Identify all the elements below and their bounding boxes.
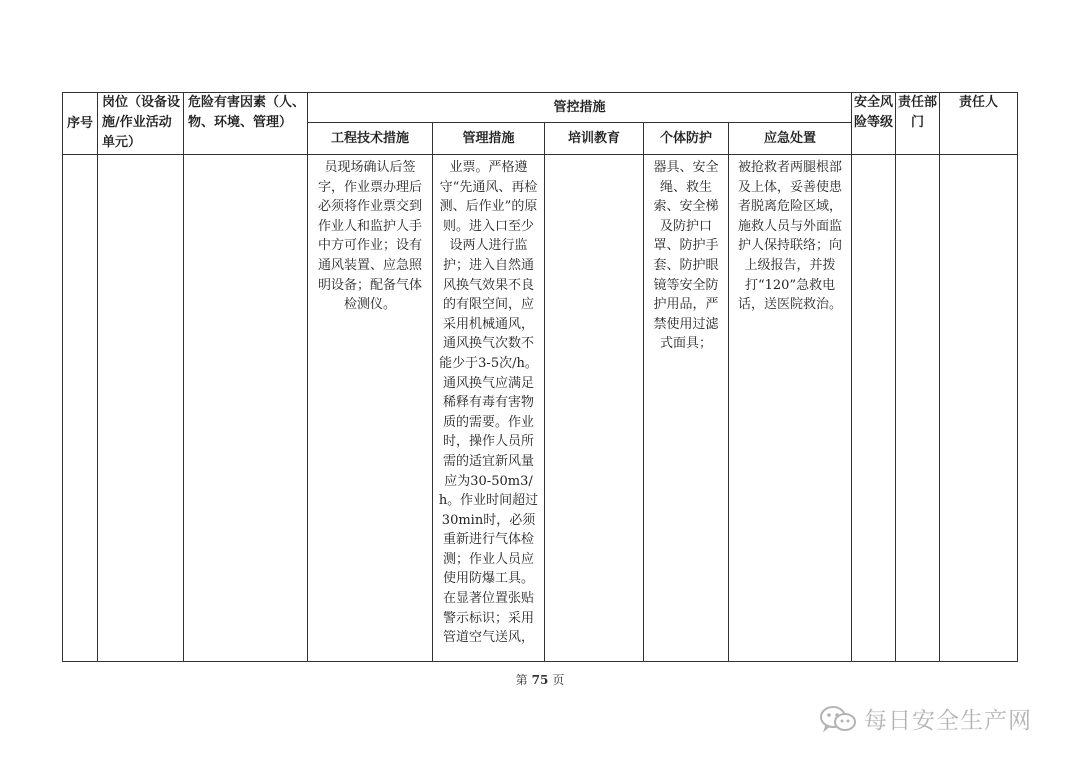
header-seq-label: 序号 <box>66 115 93 131</box>
cell-hazard <box>184 155 308 662</box>
cell-post-text <box>98 155 183 158</box>
header-eng-label: 工程技术措施 <box>330 130 409 146</box>
header-training <box>545 123 644 155</box>
header-ppe-label: 个体防护 <box>659 130 712 146</box>
cell-training-text <box>545 155 643 158</box>
page-footer <box>0 671 1080 688</box>
header-ppe <box>644 123 729 155</box>
header-hazard-label: 危险有害因素（人、物、环境、管理） <box>188 95 306 130</box>
header-seq <box>63 93 98 155</box>
header-mgmt-label: 管理措施 <box>462 130 515 146</box>
header-mgmt <box>433 123 545 155</box>
cell-risk-level <box>852 155 896 662</box>
risk-control-table <box>62 92 1018 662</box>
cell-dept-text <box>896 155 939 158</box>
cell-post <box>98 155 184 662</box>
header-eng <box>308 123 433 155</box>
header-post-label: 岗位（设备设施/作业活动单元） <box>102 95 181 150</box>
cell-eng <box>308 155 433 662</box>
cell-ppe <box>644 155 729 662</box>
header-risk-level <box>852 93 896 155</box>
header-training-label: 培训教育 <box>567 130 620 146</box>
cell-person-text <box>940 155 1017 158</box>
cell-seq <box>63 155 98 662</box>
page-prefix: 第 <box>515 673 528 687</box>
cell-risk-level-text <box>852 155 895 158</box>
watermark <box>818 702 1032 735</box>
header-post <box>98 93 184 155</box>
header-dept-label: 责任部门 <box>898 95 938 130</box>
page-suffix: 页 <box>552 673 565 687</box>
watermark-text: 每日安全生产网 <box>864 708 1032 734</box>
cell-hazard-text <box>184 155 307 158</box>
header-person-label: 责任人 <box>959 95 999 110</box>
cell-mgmt <box>433 155 545 662</box>
risk-control-sheet <box>62 92 1017 662</box>
header-controls-label: 管控措施 <box>553 99 606 115</box>
cell-emergency-text: 被抢救者两腿根部及上体，妥善使患者脱离危险区域，施救人员与外面监护人保持联络；向上级报告，并拨打“120”急救电话，送医院救治。 <box>738 160 843 313</box>
wechat-icon <box>818 704 858 734</box>
header-hazard <box>184 93 308 155</box>
cell-eng-text: 员现场确认后签字，作业票办理后必须将作业票交到作业人和监护人手中方可作业；设有通风装置、应急照明设备；配备气体检测仪。 <box>317 160 422 313</box>
cell-mgmt-text: 业票。严格遵守“先通风、再检测、后作业”的原则。进入口至少设两人进行监护；进入自然通风换气效果不良的有限空间，应采用机械通风，通风换气次数不能少于3-5次/h。通风换气应满足稀释有毒有害物质的需要。作业时，操作人员所需的适宜新风量应为30-50m3/h。作业时间超过30min时，必须重新进行气体检测；作业人员应使用防爆工具。在显著位置张贴警示标识；采用管道空气送风， <box>438 160 539 646</box>
header-emergency-label: 应急处置 <box>764 130 817 146</box>
header-controls <box>308 93 852 123</box>
cell-ppe-text: 器具、安全绳、救生索、安全梯及防护口罩、防护手套、防护眼镜等安全防护用品，严禁使用过滤式面具； <box>653 160 719 352</box>
cell-training <box>545 155 644 662</box>
header-risk-level-label: 安全风险等级 <box>854 95 894 130</box>
cell-person <box>940 155 1018 662</box>
header-person <box>940 93 1018 155</box>
cell-emergency <box>729 155 852 662</box>
cell-seq-text <box>63 155 97 158</box>
header-dept <box>896 93 940 155</box>
cell-dept <box>896 155 940 662</box>
page-number: 75 <box>531 673 549 687</box>
header-emergency <box>729 123 852 155</box>
table-row <box>63 155 1018 662</box>
